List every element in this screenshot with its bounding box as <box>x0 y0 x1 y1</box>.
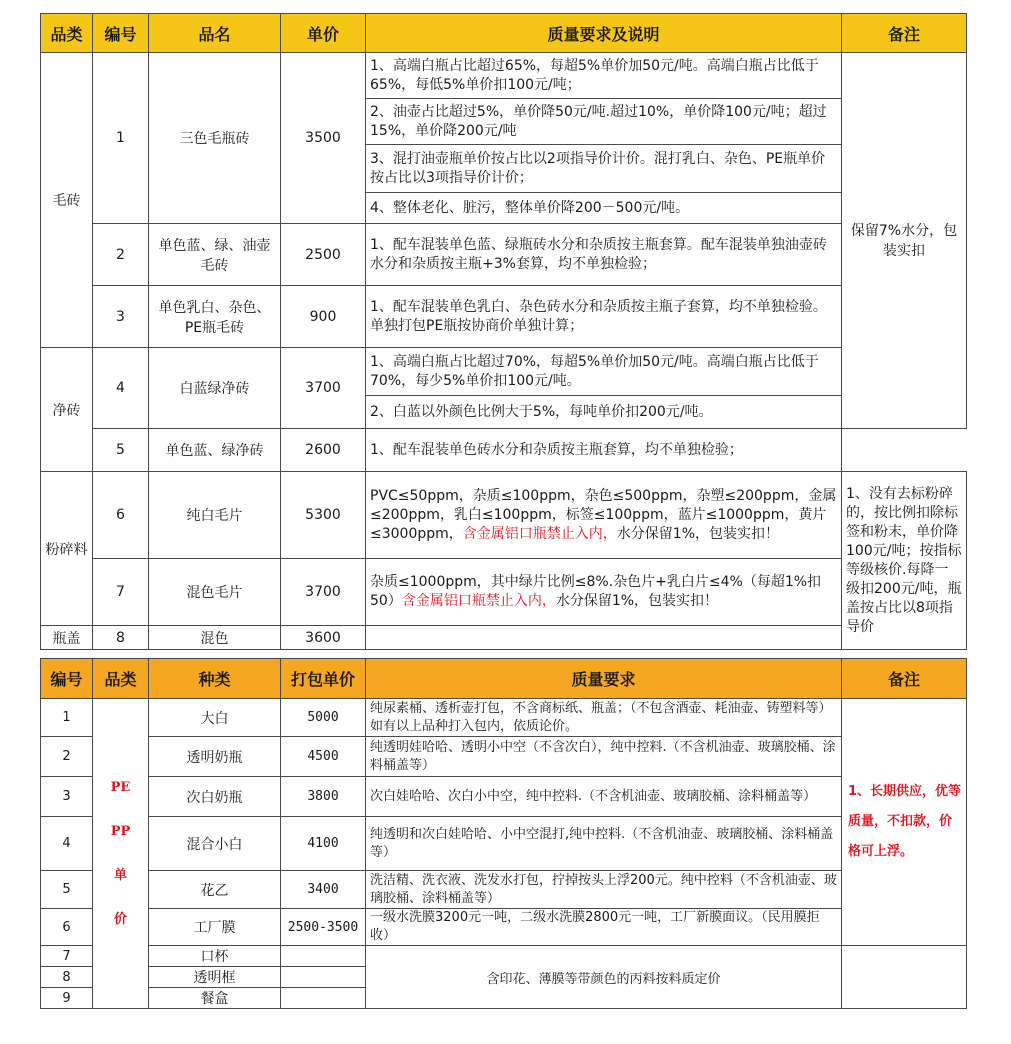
row-number: 1 <box>41 699 93 737</box>
category-cell: 瓶盖 <box>41 626 93 650</box>
row-number: 9 <box>41 988 93 1009</box>
remark-cell: 1、长期供应，优等质量，不扣款，价格可上浮。 <box>842 699 967 946</box>
quality-note: 1、配车混装单色乳白、杂色砖水分和杂质按主瓶子套算，均不单独检验。单独打包PE瓶按协商价单独计算； <box>366 286 842 348</box>
quality-spec-tail: 水分保留1%，包装实扣！ <box>616 525 779 542</box>
product-name: 混色 <box>149 626 281 650</box>
header-category: 品类 <box>93 659 149 699</box>
package-price: 4500 <box>281 737 366 777</box>
header-quality-requirements: 质量要求 <box>366 659 842 699</box>
product-name: 三色毛瓶砖 <box>149 53 281 224</box>
quality-note: 4、整体老化、脏污，整体单价降200－500元/吨。 <box>366 193 842 224</box>
row-number: 4 <box>41 817 93 871</box>
table-row <box>41 224 967 286</box>
quality-note: 3、混打油壶瓶单价按占比以2项指导价计价。混打乳白、杂色、PE瓶单价按占比以3项指导价计价； <box>366 145 842 193</box>
product-name: 白蓝绿净砖 <box>149 348 281 429</box>
quality-requirement: 一级水洗膜3200元一吨，二级水洗膜2800元一吨，工厂新膜面议。（民用膜拒收） <box>366 909 842 946</box>
unit-price: 5300 <box>281 472 366 559</box>
price-table-1 <box>40 13 967 650</box>
remark-empty <box>842 946 967 1009</box>
unit-price: 3500 <box>281 53 366 224</box>
unit-price: 3600 <box>281 626 366 650</box>
header-product-name: 品名 <box>149 14 281 53</box>
category-cell: 净砖 <box>41 348 93 472</box>
price-table-2 <box>40 658 967 1009</box>
row-number: 2 <box>93 224 149 286</box>
quality-note: 1、配车混装单色蓝、绿瓶砖水分和杂质按主瓶套算。配车混装单独油壶砖水分和杂质按主瓶+3%套算，均不单独检验； <box>366 224 842 286</box>
quality-spec-tail: 水分保留1%，包装实扣！ <box>555 593 719 609</box>
row-number: 6 <box>93 472 149 559</box>
category-line: PE <box>110 779 131 795</box>
package-price: 2500-3500 <box>281 909 366 946</box>
header-number: 编号 <box>41 659 93 699</box>
kind-name: 口杯 <box>149 946 281 967</box>
table-row <box>41 817 967 871</box>
category-cell: 毛砖 <box>41 53 93 348</box>
category-pe-pp-price <box>93 699 149 1009</box>
aluminum-warning: 含金属铝口瓶禁止入内， <box>462 525 617 542</box>
table-row <box>41 909 967 946</box>
remark-cell: 1、没有去标粉碎的，按比例扣除标签和粉末，单价降100元/吨；按指标等级核价.每降一级扣200元/吨，瓶盖按占比以8项指导价 <box>842 472 967 650</box>
kind-name: 花乙 <box>149 871 281 909</box>
table-row <box>41 737 967 777</box>
row-number: 7 <box>41 946 93 967</box>
header-package-price: 打包单价 <box>281 659 366 699</box>
table2-header-row <box>41 659 967 699</box>
header-category: 品类 <box>41 14 93 53</box>
row-number: 5 <box>41 871 93 909</box>
category-line: PP <box>110 823 131 839</box>
quality-note: 1、配车混装单色砖水分和杂质按主瓶套算，均不单独检验； <box>366 429 842 472</box>
quality-note <box>366 472 842 559</box>
quality-requirement: 纯透明和次白娃哈哈、小中空混打,纯中控料.（不含机油壶、玻璃胶桶、涂料桶盖等） <box>366 817 842 871</box>
product-name: 混色毛片 <box>149 559 281 626</box>
table-row <box>41 348 967 396</box>
row-number: 2 <box>41 737 93 777</box>
unit-price: 2500 <box>281 224 366 286</box>
row-number: 1 <box>93 53 149 224</box>
header-kind: 种类 <box>149 659 281 699</box>
kind-name: 透明奶瓶 <box>149 737 281 777</box>
product-name: 纯白毛片 <box>149 472 281 559</box>
row-number: 4 <box>93 348 149 429</box>
package-price: 3400 <box>281 871 366 909</box>
quality-requirement: 洗洁精、洗衣液、洗发水打包，拧掉按头上浮200元。纯中控料（不含机油壶、玻璃胶桶、涂料桶盖等） <box>366 871 842 909</box>
quality-note-empty <box>366 626 842 650</box>
unit-price: 3700 <box>281 559 366 626</box>
row-number: 7 <box>93 559 149 626</box>
table-row <box>41 777 967 817</box>
table-row <box>41 286 967 348</box>
table-row <box>41 429 967 472</box>
row-number: 3 <box>93 286 149 348</box>
table-row <box>41 626 967 650</box>
kind-name: 混合小白 <box>149 817 281 871</box>
quality-note: 2、白蓝以外颜色比例大于5%，每吨单价扣200元/吨。 <box>366 396 842 429</box>
package-price <box>281 967 366 988</box>
package-price: 5000 <box>281 699 366 737</box>
quality-spec-text: PVC≤50ppm，杂质≤100ppm，杂色≤500ppm，杂塑≤200ppm，金属≤200ppm，乳白≤100ppm，标签≤100ppm，蓝片≤1000ppm，黄片≤3000ppm， <box>370 487 837 542</box>
table-row <box>41 53 967 99</box>
row-number: 5 <box>93 429 149 472</box>
row-number: 3 <box>41 777 93 817</box>
quality-spec-text: 杂质≤1000ppm，其中绿片比例≤8%.杂色片+乳白片≤4%（每超1%扣50） <box>370 574 822 609</box>
package-price <box>281 988 366 1009</box>
table1-header-row <box>41 14 967 53</box>
category-line: 价 <box>113 911 127 927</box>
kind-name: 大白 <box>149 699 281 737</box>
package-price: 4100 <box>281 817 366 871</box>
row-number: 6 <box>41 909 93 946</box>
header-unit-price: 单价 <box>281 14 366 53</box>
quality-note <box>366 559 842 626</box>
table-row <box>41 946 967 967</box>
product-name: 单色蓝、绿净砖 <box>149 429 281 472</box>
header-remarks: 备注 <box>842 659 967 699</box>
quality-note: 1、高端白瓶占比超过70%，每超5%单价加50元/吨。高端白瓶占比低于70%，每少5%单价扣100元/吨。 <box>366 348 842 396</box>
unit-price: 3700 <box>281 348 366 429</box>
shared-quality-note: 含印花、薄膜等带颜色的丙料按料质定价 <box>366 946 842 1009</box>
package-price: 3800 <box>281 777 366 817</box>
header-remarks: 备注 <box>842 14 967 53</box>
remark-cell: 保留7%水分，包装实扣 <box>842 53 967 429</box>
quality-requirement: 纯尿素桶、透析壶打包，不含商标纸、瓶盖；（不包含酒壶、耗油壶、铸塑料等）如有以上品种打入包内，依质论价。 <box>366 699 842 737</box>
row-number: 8 <box>41 967 93 988</box>
unit-price: 900 <box>281 286 366 348</box>
kind-name: 次白奶瓶 <box>149 777 281 817</box>
table-row <box>41 472 967 559</box>
category-line: 单 <box>113 867 127 883</box>
aluminum-warning: 含金属铝口瓶禁止入内， <box>401 593 556 609</box>
quality-requirement: 次白娃哈哈、次白小中空，纯中控料.（不含机油壶、玻璃胶桶、涂料桶盖等） <box>366 777 842 817</box>
table-row <box>41 559 967 626</box>
kind-name: 工厂膜 <box>149 909 281 946</box>
header-number: 编号 <box>93 14 149 53</box>
row-number: 8 <box>93 626 149 650</box>
quality-requirement: 纯透明娃哈哈、透明小中空（不含次白），纯中控料.（不含机油壶、玻璃胶桶、涂料桶盖等） <box>366 737 842 777</box>
kind-name: 餐盒 <box>149 988 281 1009</box>
category-cell: 粉碎料 <box>41 472 93 626</box>
unit-price: 2600 <box>281 429 366 472</box>
quality-note: 1、高端白瓶占比超过65%，每超5%单价加50元/吨。高端白瓶占比低于65%，每低5%单价扣100元/吨； <box>366 53 842 99</box>
quality-note: 2、油壶占比超过5%，单价降50元/吨.超过10%，单价降100元/吨；超过15%，单价降200元/吨 <box>366 99 842 145</box>
product-name: 单色乳白、杂色、PE瓶毛砖 <box>149 286 281 348</box>
header-quality-requirements: 质量要求及说明 <box>366 14 842 53</box>
product-name: 单色蓝、绿、油壶毛砖 <box>149 224 281 286</box>
table-row <box>41 699 967 737</box>
table-row <box>41 871 967 909</box>
kind-name: 透明框 <box>149 967 281 988</box>
package-price <box>281 946 366 967</box>
